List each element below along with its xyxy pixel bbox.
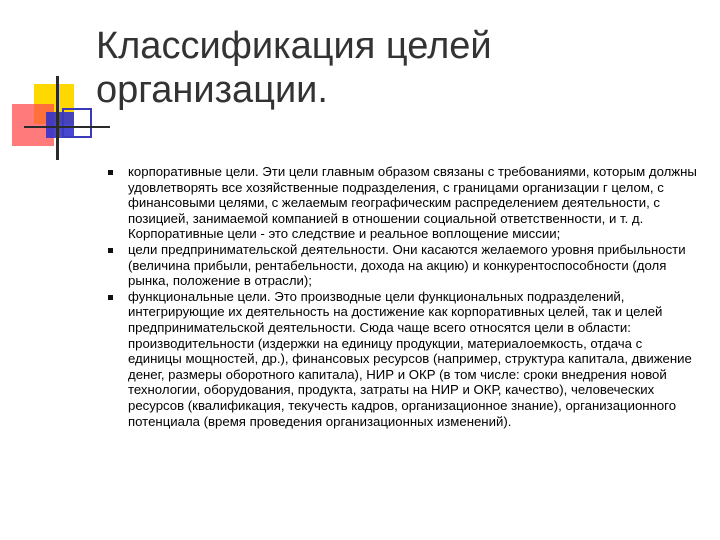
slide-logo-decoration (0, 0, 110, 170)
bullet-square-icon (108, 295, 113, 300)
list-item (118, 164, 698, 242)
slide-title-line-1: Классификация целей (96, 25, 492, 67)
horizontal-line-decoration (24, 126, 110, 128)
list-item (118, 289, 698, 429)
bullet-text: корпоративные цели. Эти цели главным образом связаны с требованиями, которым должны удовлетворять все хозяйственные подразделения, с границами организации г целом, с финансовыми целями, с желаемым географическим распределением деятельности, с позицией, занимаемой компанией в отношении социальной ответственности, и т. д. Корпоративные цели - это следствие и реальное воплощение миссии; (128, 164, 697, 242)
slide-title (96, 24, 696, 112)
list-item (118, 242, 698, 289)
bullet-square-icon (108, 170, 113, 175)
blue-outline-square-decoration (62, 108, 92, 138)
bullet-list (118, 164, 698, 429)
bullet-text: цели предпринимательской деятельности. Они касаются желаемого уровня прибыльности (величина прибыли, рентабельности, дохода на акцию) и конкурентоспособности (доля рынка, положение в отрасли); (128, 241, 686, 289)
slide-title-line-2: организации. (96, 69, 328, 111)
vertical-line-decoration (56, 76, 59, 160)
bullet-text: функциональные цели. Это производные цели функциональных подразделений, интегрирующие их деятельность на достижение как корпоративных целей, так и целей предпринимательской деятельности. Сюда чаще всего относятся цели в области: производительности (издержки на единицу продукции, материалоемкость, отдача с единицы мощностей, др.), финансовых ресурсов (например, структура капитала, движение денег, размеры оборотного капитала), НИР и ОКР (в том числе: сроки внедрения новой технологии, оборудования, продукта, затраты на НИР и ОКР, качество), человеческих ресурсов (квалификация, текучесть кадров, организационное знание), организационного потенциала (время проведения организационных изменений). (128, 288, 692, 429)
bullet-square-icon (108, 248, 113, 253)
